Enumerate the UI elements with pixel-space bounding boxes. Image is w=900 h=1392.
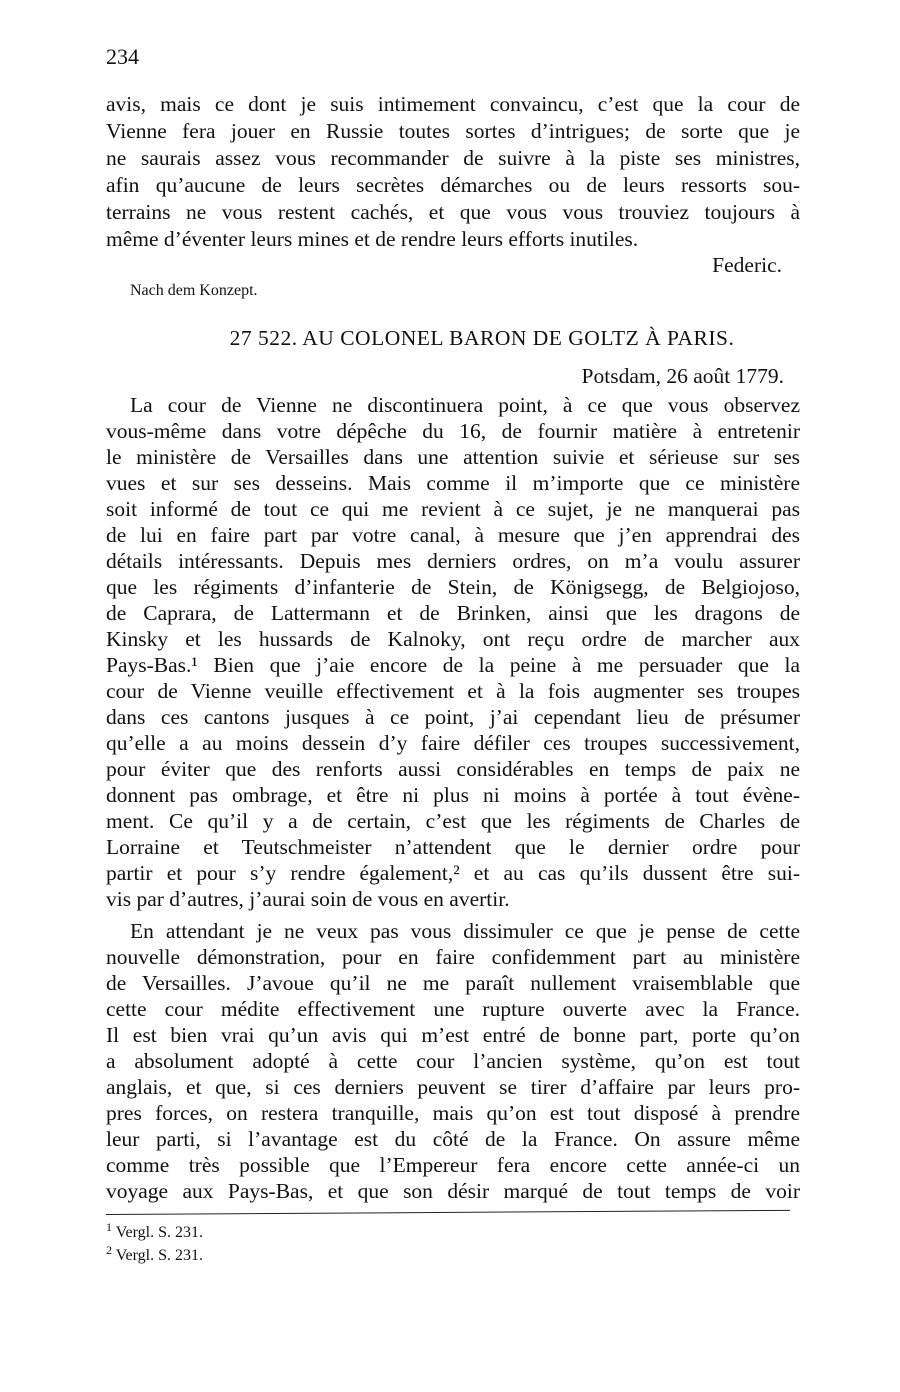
text-line: cette cour médite effectivement une rupture ouverte avec la France. (106, 997, 800, 1021)
text-line: Pays-Bas.¹ Bien que j’aie encore de la peine à me persuader que la (106, 653, 800, 677)
letter-title: 27 522. AU COLONEL BARON DE GOLTZ À PARIS. (229, 326, 735, 350)
text-line: soit informé de tout ce qui me revient à ce sujet, je ne manquerai pas (106, 497, 800, 521)
text-line: vues et sur ses desseins. Mais comme il m’importe que ce ministère (106, 471, 800, 495)
text-line: donnent pas ombrage, et être ni plus ni moins à portée à tout évène- (106, 783, 800, 807)
page-number: 234 (106, 44, 139, 69)
footnote-text: Vergl. S. 231. (115, 1224, 203, 1241)
text-line: de Versailles. J’avoue qu’il ne me paraît nullement vraisemblable que (106, 971, 800, 995)
footnote (106, 1243, 203, 1265)
text-line: cour de Vienne veuille effectivement et à la fois augmenter ses troupes (106, 679, 800, 703)
text-line: afin qu’aucune de leurs secrètes démarches ou de leurs ressorts sou- (106, 173, 800, 197)
text-line: nouvelle démonstration, pour en faire confidemment part au ministère (106, 945, 800, 969)
text-line: terrains ne vous restent cachés, et que vous vous trouviez toujours à (106, 200, 800, 224)
text-line: a absolument adopté à cette cour l’ancien système, qu’on est tout (106, 1049, 800, 1073)
text-line: pour éviter que des renforts aussi considérables en temps de paix ne (106, 757, 800, 781)
text-line: comme très possible que l’Empereur fera encore cette année-ci un (106, 1153, 800, 1177)
text-line: que les régiments d’infanterie de Stein, de Königsegg, de Belgiojoso, (106, 575, 800, 599)
text-line: anglais, et que, si ces derniers peuvent se tirer d’affaire par leurs pro- (106, 1075, 800, 1099)
text-line: En attendant je ne veux pas vous dissimuler ce que je pense de cette (130, 919, 800, 943)
text-line: même d’éventer leurs mines et de rendre leurs efforts inutiles. (106, 227, 639, 251)
text-line: détails intéressants. Depuis mes derniers ordres, on m’a voulu assurer (106, 549, 800, 573)
footnote-text: Vergl. S. 231. (115, 1247, 203, 1264)
text-line: pres forces, on restera tranquille, mais qu’on est tout disposé à prendre (106, 1101, 800, 1125)
signature: Federic. (712, 253, 782, 277)
text-line: qu’elle a au moins dessein d’y faire défiler ces troupes successivement, (106, 731, 800, 755)
text-line: avis, mais ce dont je suis intimement convaincu, c’est que la cour de (106, 92, 800, 116)
letter-date: Potsdam, 26 août 1779. (581, 364, 784, 388)
text-line: voyage aux Pays-Bas, et que son désir marqué de tout temps de voir (106, 1179, 800, 1203)
footnote-mark: 2 (106, 1243, 112, 1257)
text-line: La cour de Vienne ne discontinuera point, à ce que vous observez (130, 393, 800, 417)
text-line: le ministère de Versailles dans une attention suivie et sérieuse sur ses (106, 445, 800, 469)
text-line: de lui en faire part par votre canal, à mesure que j’en apprendrai des (106, 523, 800, 547)
footnote (106, 1220, 203, 1242)
text-line: partir et pour s’y rendre également,² et au cas qu’ils dussent être sui- (106, 861, 800, 885)
text-line: vis par d’autres, j’aurai soin de vous en avertir. (106, 887, 510, 911)
source-note: Nach dem Konzept. (130, 282, 258, 299)
text-line: Vienne fera jouer en Russie toutes sortes d’intrigues; de sorte que je (106, 119, 800, 143)
text-line: Kinsky et les hussards de Kalnoky, ont reçu ordre de marcher aux (106, 627, 800, 651)
text-line: Lorraine et Teutschmeister n’attendent que le dernier ordre pour (106, 835, 800, 859)
footnote-mark: 1 (106, 1220, 112, 1234)
text-line: dans ces cantons jusques à ce point, j’ai cependant lieu de présumer (106, 705, 800, 729)
text-line: Il est bien vrai qu’un avis qui m’est entré de bonne part, porte qu’on (106, 1023, 800, 1047)
text-line: ne saurais assez vous recommander de suivre à la piste ses ministres, (106, 146, 800, 170)
text-line: de Caprara, de Lattermann et de Brinken, ainsi que les dragons de (106, 601, 800, 625)
text-line: leur parti, si l’avantage est du côté de la France. On assure même (106, 1127, 800, 1151)
text-line: vous-même dans votre dépêche du 16, de fournir matière à entretenir (106, 419, 800, 443)
footnote-rule (106, 1210, 790, 1215)
text-line: ment. Ce qu’il y a de certain, c’est que les régiments de Charles de (106, 809, 800, 833)
